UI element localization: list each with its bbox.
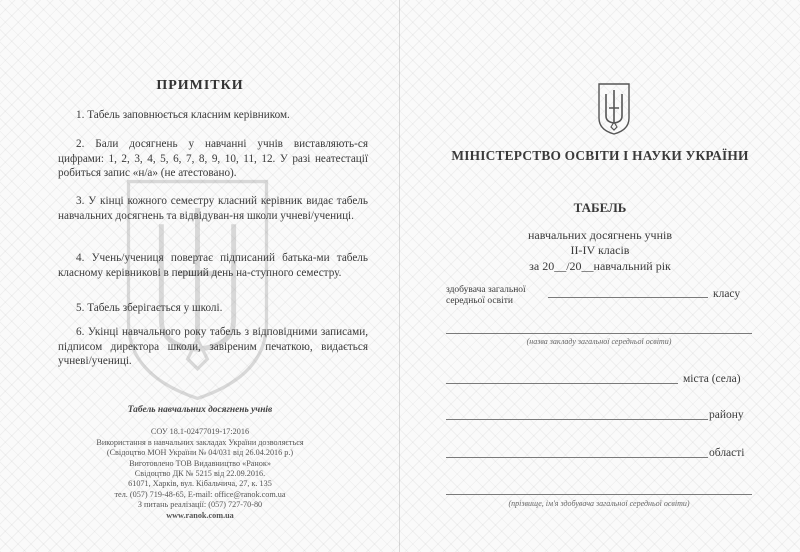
subtitle-grades: II-IV класів <box>570 243 630 257</box>
student-name-caption: (прізвище, ім'я здобувача загальної середньої освіти) <box>508 499 690 508</box>
student-label-line1: здобувача загальної <box>446 285 526 295</box>
city-label: міста (села) <box>683 373 741 385</box>
class-name-line[interactable] <box>548 297 708 298</box>
district-label: району <box>709 409 744 421</box>
note-4: 4. Учень/учениця повертає підписаний батька-ми табель класному керівникові в перший день на-ступного семестру. <box>58 252 368 279</box>
student-label <box>446 285 526 307</box>
note-5: 5. Табель зберігається у школі. <box>76 302 223 314</box>
right-page <box>400 0 800 552</box>
ministry-title: МІНІСТЕРСТВО ОСВІТИ І НАУКИ УКРАЇНИ <box>451 148 749 163</box>
note-6: 6. Укінці навчального року табель з відповідними записами, підписом директора школи, завіреним печаткою, видається учневі/учениці. <box>58 326 368 367</box>
imprint-url: www.ranok.com.ua <box>166 510 234 520</box>
subtitle-achievements: навчальних досягнень учнів <box>528 228 672 242</box>
subtitle-school-year: за 20__/20__навчальний рік <box>529 259 671 273</box>
class-label: класу <box>713 288 741 300</box>
note-3: 3. У кінці кожного семестру класний керівник видає табель навчальних досягнень та відвідуван-ня школи учневі/учениці. <box>58 195 368 222</box>
coat-of-arms-icon <box>597 82 631 136</box>
imprint-line: тел. (057) 719-48-65, E-mail: office@ranok.com.ua <box>114 489 286 499</box>
imprint-line: СОУ 18.1-02477019-17:2016 <box>150 427 250 437</box>
imprint-title: Табель навчальних досягнень учнів <box>127 405 273 415</box>
imprint-line: 61071, Харків, вул. Кібальчича, 27, к. 135 <box>128 479 272 489</box>
school-caption: (назва закладу загальної середньої освіти) <box>526 337 672 346</box>
imprint-line: (Свідоцтво МОН України № 04/031 від 26.04.2016 р.) <box>106 448 294 458</box>
note-2: 2. Бали досягнень у навчанні учнів виставляють-ся цифрами: 1, 2, 3, 4, 5, 6, 7, 8, 9, 10, 11, 12. У разі неатестації робиться запис «н/а» (не атестовано). <box>58 138 368 179</box>
imprint-line: Виготовлено ТОВ Видавництво «Ранок» <box>129 458 271 468</box>
imprint-line: Використання в навчальних закладах України дозволяється <box>96 437 304 447</box>
note-1: 1. Табель заповнюється класним керівником. <box>76 109 290 121</box>
region-line[interactable] <box>446 457 708 458</box>
district-line[interactable] <box>446 419 708 420</box>
city-line[interactable] <box>446 383 678 384</box>
document-title: ТАБЕЛЬ <box>573 200 627 215</box>
school-name-line[interactable] <box>446 333 752 334</box>
student-label-line2: середньої освіти <box>446 296 513 306</box>
imprint-line: Свідоцтво ДК № 5215 від 22.09.2016. <box>134 469 266 479</box>
notes-title: ПРИМІТКИ <box>156 78 244 93</box>
student-name-line[interactable] <box>446 494 752 495</box>
region-label: області <box>709 447 745 459</box>
imprint-line: З питань реалізації: (057) 727-70-80 <box>137 500 263 510</box>
publisher-imprint <box>30 405 370 521</box>
